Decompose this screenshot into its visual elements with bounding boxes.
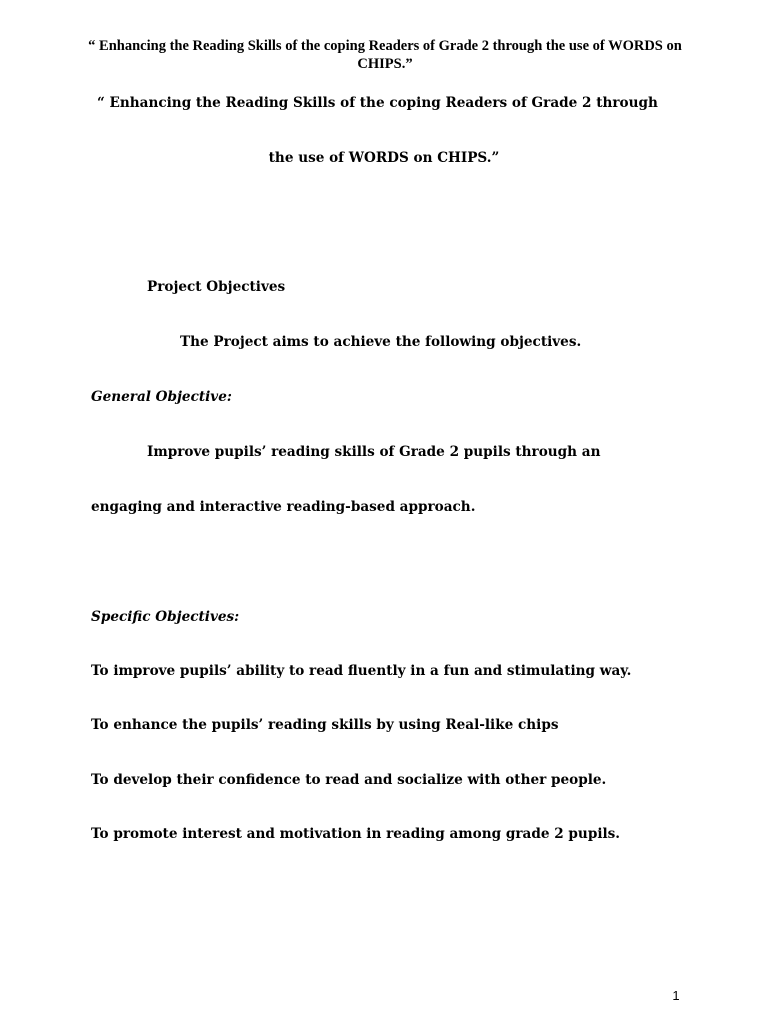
page-number: 1 [672, 988, 680, 1003]
specific-objective-item: To promote interest and motivation in reading among grade 2 pupils. [91, 826, 621, 842]
specific-objective-item: To develop their confidence to read and socialize with other people. [91, 772, 607, 788]
general-objective-line-1: Improve pupils’ reading skills of Grade 2 pupils through an [147, 444, 601, 460]
specific-objective-item: To enhance the pupils’ reading skills by using Real-like chips [91, 717, 559, 733]
title-line-1: “ Enhancing the Reading Skills of the coping Readers of Grade 2 through [97, 95, 658, 111]
specific-objective-item: To improve pupils’ ability to read fluently in a fun and stimulating way. [91, 663, 632, 679]
general-objective-line-2: engaging and interactive reading-based approach. [91, 499, 476, 515]
title-line-2: the use of WORDS on CHIPS.” [268, 150, 500, 166]
general-objective-heading: General Objective: [91, 389, 232, 405]
specific-objectives-heading: Specific Objectives: [91, 609, 240, 625]
section-heading-project-objectives: Project Objectives [147, 279, 286, 295]
header-title: “ Enhancing the Reading Skills of the coping Readers of Grade 2 through the use of WORDS on CHIPS.” [88, 38, 682, 72]
objectives-intro: The Project aims to achieve the following objectives. [180, 334, 582, 350]
